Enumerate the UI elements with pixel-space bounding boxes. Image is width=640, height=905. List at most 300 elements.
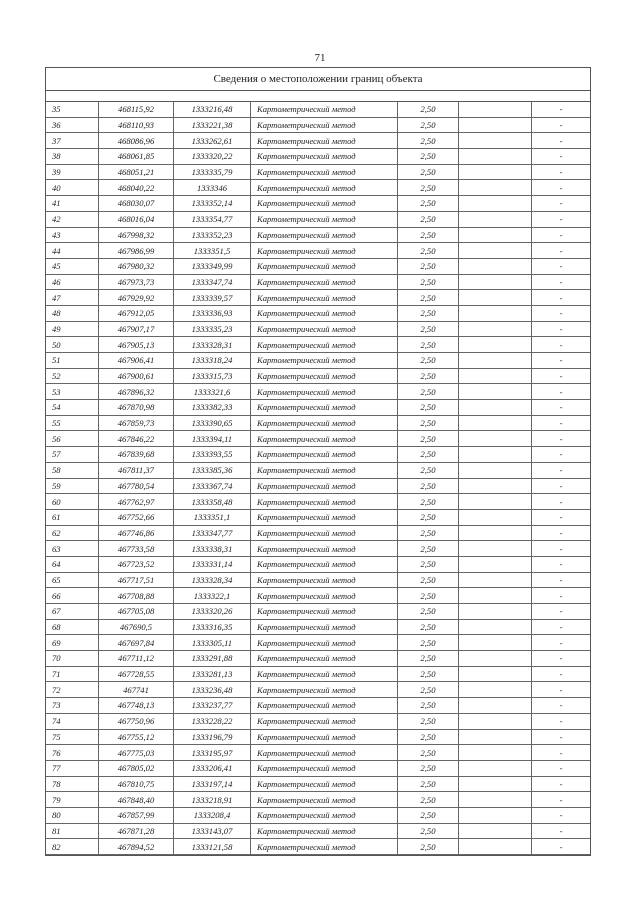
coordinate-x-cell: 467980,32 (99, 258, 174, 274)
coordinate-x-cell: 467690,5 (99, 619, 174, 635)
coordinate-x-cell: 467705,08 (99, 604, 174, 620)
accuracy-cell: 2,50 (398, 353, 459, 369)
method-cell: Картометрический метод (251, 447, 398, 463)
point-number-cell: 38 (46, 149, 99, 165)
empty-cell (459, 102, 532, 117)
method-cell: Картометрический метод (251, 368, 398, 384)
empty-cell (459, 823, 532, 839)
method-cell: Картометрический метод (251, 556, 398, 572)
accuracy-cell: 2,50 (398, 462, 459, 478)
point-number-cell: 48 (46, 305, 99, 321)
coordinate-x-cell: 467973,73 (99, 274, 174, 290)
coordinate-y-cell: 1333321,6 (174, 384, 251, 400)
point-number-cell: 74 (46, 713, 99, 729)
accuracy-cell: 2,50 (398, 494, 459, 510)
coordinate-x-cell: 468040,22 (99, 180, 174, 196)
description-cell: - (532, 164, 591, 180)
method-cell: Картометрический метод (251, 698, 398, 714)
table-row (46, 384, 590, 400)
coordinate-x-cell: 467896,32 (99, 384, 174, 400)
coordinate-y-cell: 1333393,55 (174, 447, 251, 463)
description-cell: - (532, 509, 591, 525)
coordinate-x-cell: 468086,96 (99, 133, 174, 149)
coordinate-x-cell: 468030,07 (99, 196, 174, 212)
accuracy-cell: 2,50 (398, 604, 459, 620)
table-row (46, 305, 590, 321)
point-number-cell: 46 (46, 274, 99, 290)
table-row (46, 807, 590, 823)
table-row (46, 353, 590, 369)
coordinate-x-cell: 467811,37 (99, 462, 174, 478)
coordinate-y-cell: 1333385,36 (174, 462, 251, 478)
point-number-cell: 49 (46, 321, 99, 337)
method-cell: Картометрический метод (251, 196, 398, 212)
coordinate-x-cell: 467762,97 (99, 494, 174, 510)
description-cell: - (532, 698, 591, 714)
coordinate-x-cell: 467755,12 (99, 729, 174, 745)
table-row (46, 415, 590, 431)
table-row (46, 196, 590, 212)
page-number: 71 (314, 52, 326, 64)
description-cell: - (532, 682, 591, 698)
point-number-cell: 73 (46, 698, 99, 714)
coordinate-x-cell: 467839,68 (99, 447, 174, 463)
method-cell: Картометрический метод (251, 149, 398, 165)
accuracy-cell: 2,50 (398, 572, 459, 588)
description-cell: - (532, 243, 591, 259)
description-cell: - (532, 384, 591, 400)
coordinate-x-cell: 468016,04 (99, 211, 174, 227)
accuracy-cell: 2,50 (398, 211, 459, 227)
table-row (46, 164, 590, 180)
coordinate-x-cell: 467986,99 (99, 243, 174, 259)
table-row (46, 792, 590, 808)
empty-cell (459, 776, 532, 792)
coordinate-y-cell: 1333335,23 (174, 321, 251, 337)
method-cell: Картометрический метод (251, 400, 398, 416)
header-spacer-row (46, 91, 590, 102)
coordinates-table-body (46, 102, 590, 855)
accuracy-cell: 2,50 (398, 196, 459, 212)
coordinate-y-cell: 1333347,74 (174, 274, 251, 290)
table-row (46, 431, 590, 447)
point-number-cell: 65 (46, 572, 99, 588)
empty-cell (459, 619, 532, 635)
coordinate-y-cell: 1333237,77 (174, 698, 251, 714)
point-number-cell: 53 (46, 384, 99, 400)
coordinate-y-cell: 1333216,48 (174, 102, 251, 117)
table-row (46, 211, 590, 227)
method-cell: Картометрический метод (251, 776, 398, 792)
method-cell: Картометрический метод (251, 807, 398, 823)
empty-cell (459, 682, 532, 698)
coordinate-x-cell: 467848,40 (99, 792, 174, 808)
accuracy-cell: 2,50 (398, 807, 459, 823)
coordinate-x-cell: 467717,51 (99, 572, 174, 588)
point-number-cell: 51 (46, 353, 99, 369)
coordinate-y-cell: 1333228,22 (174, 713, 251, 729)
method-cell: Картометрический метод (251, 729, 398, 745)
accuracy-cell: 2,50 (398, 666, 459, 682)
coordinate-y-cell: 1333349,99 (174, 258, 251, 274)
table-row (46, 729, 590, 745)
coordinate-x-cell: 467752,66 (99, 509, 174, 525)
coordinate-x-cell: 468115,92 (99, 102, 174, 117)
method-cell: Картометрический метод (251, 572, 398, 588)
accuracy-cell: 2,50 (398, 760, 459, 776)
coordinate-x-cell: 467907,17 (99, 321, 174, 337)
accuracy-cell: 2,50 (398, 447, 459, 463)
empty-cell (459, 525, 532, 541)
description-cell: - (532, 447, 591, 463)
coordinate-x-cell: 467728,55 (99, 666, 174, 682)
coordinate-x-cell: 467733,58 (99, 541, 174, 557)
coordinate-x-cell: 467894,52 (99, 839, 174, 855)
method-cell: Картометрический метод (251, 353, 398, 369)
coordinate-x-cell: 467780,54 (99, 478, 174, 494)
empty-cell (459, 133, 532, 149)
method-cell: Картометрический метод (251, 745, 398, 761)
empty-cell (459, 666, 532, 682)
table-row (46, 258, 590, 274)
description-cell: - (532, 776, 591, 792)
method-cell: Картометрический метод (251, 509, 398, 525)
table-row (46, 321, 590, 337)
description-cell: - (532, 823, 591, 839)
coordinate-x-cell: 467929,92 (99, 290, 174, 306)
description-cell: - (532, 117, 591, 133)
method-cell: Картометрический метод (251, 180, 398, 196)
point-number-cell: 67 (46, 604, 99, 620)
accuracy-cell: 2,50 (398, 635, 459, 651)
coordinate-y-cell: 1333318,24 (174, 353, 251, 369)
coordinate-x-cell: 467723,52 (99, 556, 174, 572)
point-number-cell: 62 (46, 525, 99, 541)
accuracy-cell: 2,50 (398, 509, 459, 525)
accuracy-cell: 2,50 (398, 164, 459, 180)
description-cell: - (532, 541, 591, 557)
coordinate-y-cell: 1333322,1 (174, 588, 251, 604)
coordinate-y-cell: 1333236,48 (174, 682, 251, 698)
point-number-cell: 58 (46, 462, 99, 478)
table-row (46, 541, 590, 557)
accuracy-cell: 2,50 (398, 556, 459, 572)
coordinate-x-cell: 467741 (99, 682, 174, 698)
description-cell: - (532, 462, 591, 478)
coordinate-x-cell: 467846,22 (99, 431, 174, 447)
table-row (46, 274, 590, 290)
empty-cell (459, 321, 532, 337)
coordinate-y-cell: 1333352,23 (174, 227, 251, 243)
empty-cell (459, 290, 532, 306)
coordinate-x-cell: 467810,75 (99, 776, 174, 792)
description-cell: - (532, 604, 591, 620)
coordinate-x-cell: 467870,98 (99, 400, 174, 416)
coordinate-y-cell: 1333320,26 (174, 604, 251, 620)
table-row (46, 180, 590, 196)
coordinate-x-cell: 467900,61 (99, 368, 174, 384)
empty-cell (459, 353, 532, 369)
description-cell: - (532, 400, 591, 416)
coordinate-y-cell: 1333328,34 (174, 572, 251, 588)
coordinate-y-cell: 1333335,79 (174, 164, 251, 180)
point-number-cell: 69 (46, 635, 99, 651)
method-cell: Картометрический метод (251, 635, 398, 651)
empty-cell (459, 431, 532, 447)
coordinate-y-cell: 1333206,41 (174, 760, 251, 776)
empty-cell (459, 337, 532, 353)
coordinate-y-cell: 1333315,73 (174, 368, 251, 384)
description-cell: - (532, 431, 591, 447)
description-cell: - (532, 415, 591, 431)
description-cell: - (532, 839, 591, 855)
description-cell: - (532, 305, 591, 321)
method-cell: Картометрический метод (251, 211, 398, 227)
table-row (46, 149, 590, 165)
coordinate-y-cell: 1333143,07 (174, 823, 251, 839)
table-row (46, 745, 590, 761)
empty-cell (459, 164, 532, 180)
description-cell: - (532, 729, 591, 745)
coordinate-y-cell: 1333351,5 (174, 243, 251, 259)
empty-cell (459, 713, 532, 729)
method-cell: Картометрический метод (251, 117, 398, 133)
method-cell: Картометрический метод (251, 588, 398, 604)
description-cell: - (532, 713, 591, 729)
accuracy-cell: 2,50 (398, 651, 459, 667)
empty-cell (459, 211, 532, 227)
table-row (46, 494, 590, 510)
point-number-cell: 81 (46, 823, 99, 839)
coordinate-y-cell: 1333338,31 (174, 541, 251, 557)
empty-cell (459, 556, 532, 572)
method-cell: Картометрический метод (251, 321, 398, 337)
description-cell: - (532, 478, 591, 494)
method-cell: Картометрический метод (251, 666, 398, 682)
method-cell: Картометрический метод (251, 713, 398, 729)
table-row (46, 447, 590, 463)
point-number-cell: 80 (46, 807, 99, 823)
coordinate-y-cell: 1333347,77 (174, 525, 251, 541)
table-row (46, 525, 590, 541)
description-cell: - (532, 290, 591, 306)
table-row (46, 337, 590, 353)
point-number-cell: 41 (46, 196, 99, 212)
point-number-cell: 59 (46, 478, 99, 494)
table-row (46, 666, 590, 682)
accuracy-cell: 2,50 (398, 776, 459, 792)
table-row (46, 588, 590, 604)
empty-cell (459, 462, 532, 478)
coordinate-x-cell: 467912,05 (99, 305, 174, 321)
empty-cell (459, 635, 532, 651)
empty-cell (459, 258, 532, 274)
point-number-cell: 36 (46, 117, 99, 133)
table-row (46, 243, 590, 259)
description-cell: - (532, 211, 591, 227)
coordinate-x-cell: 468051,21 (99, 164, 174, 180)
point-number-cell: 54 (46, 400, 99, 416)
coordinate-x-cell: 467871,28 (99, 823, 174, 839)
coordinate-y-cell: 1333196,79 (174, 729, 251, 745)
empty-cell (459, 415, 532, 431)
table-row (46, 823, 590, 839)
coordinate-x-cell: 467708,88 (99, 588, 174, 604)
accuracy-cell: 2,50 (398, 258, 459, 274)
method-cell: Картометрический метод (251, 760, 398, 776)
method-cell: Картометрический метод (251, 478, 398, 494)
table-row (46, 509, 590, 525)
table-row (46, 133, 590, 149)
coordinate-x-cell: 468061,85 (99, 149, 174, 165)
point-number-cell: 68 (46, 619, 99, 635)
point-number-cell: 77 (46, 760, 99, 776)
coordinate-x-cell: 467750,96 (99, 713, 174, 729)
empty-cell (459, 305, 532, 321)
empty-cell (459, 243, 532, 259)
accuracy-cell: 2,50 (398, 415, 459, 431)
coordinate-y-cell: 1333208,4 (174, 807, 251, 823)
empty-cell (459, 698, 532, 714)
accuracy-cell: 2,50 (398, 792, 459, 808)
table-row (46, 698, 590, 714)
method-cell: Картометрический метод (251, 494, 398, 510)
method-cell: Картометрический метод (251, 619, 398, 635)
point-number-cell: 42 (46, 211, 99, 227)
accuracy-cell: 2,50 (398, 839, 459, 855)
coordinate-y-cell: 1333305,11 (174, 635, 251, 651)
accuracy-cell: 2,50 (398, 588, 459, 604)
accuracy-cell: 2,50 (398, 227, 459, 243)
coordinate-y-cell: 1333121,58 (174, 839, 251, 855)
point-number-cell: 37 (46, 133, 99, 149)
table-row (46, 635, 590, 651)
coordinate-y-cell: 1333339,57 (174, 290, 251, 306)
coordinate-y-cell: 1333331,14 (174, 556, 251, 572)
method-cell: Картометрический метод (251, 604, 398, 620)
method-cell: Картометрический метод (251, 102, 398, 117)
empty-cell (459, 572, 532, 588)
accuracy-cell: 2,50 (398, 478, 459, 494)
coordinate-y-cell: 1333291,88 (174, 651, 251, 667)
point-number-cell: 66 (46, 588, 99, 604)
description-cell: - (532, 556, 591, 572)
coordinate-y-cell: 1333281,13 (174, 666, 251, 682)
coordinate-y-cell: 1333197,14 (174, 776, 251, 792)
empty-cell (459, 729, 532, 745)
point-number-cell: 71 (46, 666, 99, 682)
coordinate-y-cell: 1333352,14 (174, 196, 251, 212)
coordinate-y-cell: 1333328,31 (174, 337, 251, 353)
point-number-cell: 56 (46, 431, 99, 447)
description-cell: - (532, 353, 591, 369)
accuracy-cell: 2,50 (398, 305, 459, 321)
empty-cell (459, 384, 532, 400)
point-number-cell: 64 (46, 556, 99, 572)
coordinate-y-cell: 1333382,33 (174, 400, 251, 416)
empty-cell (459, 541, 532, 557)
method-cell: Картометрический метод (251, 431, 398, 447)
point-number-cell: 78 (46, 776, 99, 792)
table-row (46, 400, 590, 416)
coordinate-x-cell: 467697,84 (99, 635, 174, 651)
description-cell: - (532, 196, 591, 212)
coordinate-x-cell: 468110,93 (99, 117, 174, 133)
empty-cell (459, 651, 532, 667)
description-cell: - (532, 666, 591, 682)
coordinate-y-cell: 1333320,22 (174, 149, 251, 165)
coordinate-x-cell: 467711,12 (99, 651, 174, 667)
description-cell: - (532, 635, 591, 651)
accuracy-cell: 2,50 (398, 619, 459, 635)
method-cell: Картометрический метод (251, 415, 398, 431)
empty-cell (459, 588, 532, 604)
accuracy-cell: 2,50 (398, 431, 459, 447)
table-row (46, 619, 590, 635)
empty-cell (459, 117, 532, 133)
empty-cell (459, 227, 532, 243)
description-cell: - (532, 133, 591, 149)
table-row (46, 776, 590, 792)
point-number-cell: 57 (46, 447, 99, 463)
table-row (46, 839, 590, 855)
coordinate-y-cell: 1333195,97 (174, 745, 251, 761)
description-cell: - (532, 149, 591, 165)
point-number-cell: 70 (46, 651, 99, 667)
empty-cell (459, 792, 532, 808)
section-heading: Сведения о местоположении границ объекта (46, 68, 590, 91)
method-cell: Картометрический метод (251, 133, 398, 149)
point-number-cell: 50 (46, 337, 99, 353)
coordinate-x-cell: 467998,32 (99, 227, 174, 243)
accuracy-cell: 2,50 (398, 729, 459, 745)
empty-cell (459, 760, 532, 776)
method-cell: Картометрический метод (251, 525, 398, 541)
description-cell: - (532, 368, 591, 384)
coordinate-y-cell: 1333351,1 (174, 509, 251, 525)
accuracy-cell: 2,50 (398, 180, 459, 196)
description-cell: - (532, 180, 591, 196)
point-number-cell: 52 (46, 368, 99, 384)
coordinate-y-cell: 1333390,65 (174, 415, 251, 431)
table-row (46, 682, 590, 698)
accuracy-cell: 2,50 (398, 117, 459, 133)
table-row (46, 478, 590, 494)
accuracy-cell: 2,50 (398, 682, 459, 698)
accuracy-cell: 2,50 (398, 368, 459, 384)
coordinate-x-cell: 467906,41 (99, 353, 174, 369)
table-row (46, 227, 590, 243)
coordinate-y-cell: 1333358,48 (174, 494, 251, 510)
table-row (46, 651, 590, 667)
boundary-table-sheet (45, 67, 591, 856)
coordinate-y-cell: 1333316,35 (174, 619, 251, 635)
table-row (46, 713, 590, 729)
empty-cell (459, 180, 532, 196)
table-row (46, 102, 590, 117)
accuracy-cell: 2,50 (398, 713, 459, 729)
point-number-cell: 63 (46, 541, 99, 557)
accuracy-cell: 2,50 (398, 102, 459, 117)
method-cell: Картометрический метод (251, 823, 398, 839)
accuracy-cell: 2,50 (398, 321, 459, 337)
coordinate-x-cell: 467748,13 (99, 698, 174, 714)
point-number-cell: 55 (46, 415, 99, 431)
empty-cell (459, 494, 532, 510)
description-cell: - (532, 792, 591, 808)
empty-cell (459, 745, 532, 761)
empty-cell (459, 807, 532, 823)
